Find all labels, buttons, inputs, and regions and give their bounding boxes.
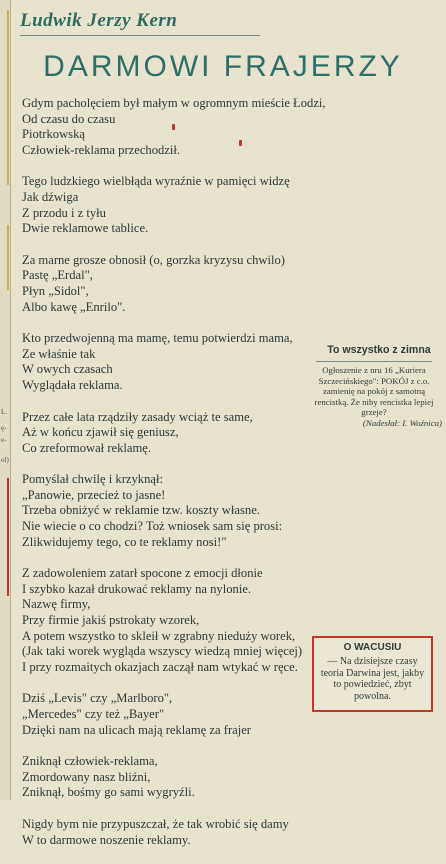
poem-line: W owych czasach bbox=[22, 362, 113, 377]
poem-line: Co zreformował reklamę. bbox=[22, 440, 152, 455]
poem-line: Pastę „Erdal", bbox=[22, 268, 93, 283]
poem-line: W to darmowe noszenie reklamy. bbox=[22, 832, 191, 847]
stanza bbox=[22, 253, 417, 315]
edge-fragment: ol) bbox=[1, 456, 9, 464]
poem-line: Nigdy bym nie przypuszczał, że tak wrobić się damy bbox=[22, 816, 289, 831]
wacus-box bbox=[312, 636, 433, 712]
poem-line: „Panowie, przecież to jasne! bbox=[22, 487, 166, 502]
poem-line: Jak dźwiga bbox=[22, 189, 79, 204]
red-frame-edge bbox=[0, 478, 9, 596]
poem-line: Aż w końcu zjawił się geniusz, bbox=[22, 425, 179, 440]
poem-line: Nazwę firmy, bbox=[22, 597, 91, 612]
divider bbox=[316, 361, 432, 362]
side-note-text: Ogłoszenie z nru 16 „Kuriera Szczecińskiego": POKÓJ z c.o. zamienię na pokój z samotną rencistką. Że niby rencistka lepiej grzeje? bbox=[314, 365, 434, 418]
poem-line: Pomyślał chwilę i krzyknął: bbox=[22, 472, 163, 487]
edge-fragment: e- bbox=[1, 436, 7, 444]
poem-line: Ze właśnie tak bbox=[22, 346, 96, 361]
poem-line: Wyglądała reklama. bbox=[22, 377, 123, 392]
side-note-heading: To wszystko z zimna bbox=[327, 344, 431, 356]
poem-line: Zniknął człowiek-reklama, bbox=[22, 754, 158, 769]
stanza bbox=[22, 96, 417, 158]
poem-line: Za marne grosze obnosił (o, gorzka kryzysu chwilo) bbox=[22, 252, 285, 267]
poem-line: Tego ludzkiego wielbłąda wyraźnie w pamięci widzę bbox=[22, 174, 290, 189]
poem-line: Przy firmie jakiś pstrokaty wzorek, bbox=[22, 613, 200, 628]
stanza bbox=[22, 472, 417, 550]
wacus-text: — Na dzisiejsze czasy teoria Darwina jest, jakby to powiedzieć, zbyt powolna. bbox=[320, 656, 425, 702]
yellow-frame-edge bbox=[0, 225, 9, 290]
edge-fragment: L. bbox=[1, 408, 8, 416]
side-note-source: (Nadesłał: I. Woźnica) bbox=[362, 418, 442, 429]
poem-line: Człowiek-reklama przechodził. bbox=[22, 142, 181, 157]
poem-line: Dzięki nam na ulicach mają reklamę za frajer bbox=[22, 722, 252, 737]
poem-line: Dwie reklamowe tablice. bbox=[22, 221, 149, 236]
poem-line: I szybko kazał drukować reklamy na nylonie. bbox=[22, 581, 252, 596]
poem-line: Trzeba obniżyć w reklamie tzw. koszty własne. bbox=[22, 503, 260, 518]
poem-line: (Jak taki worek wygląda wszyscy wiedzą mniej więcej) bbox=[22, 644, 303, 659]
poem-line: Zniknął, bośmy go sami wygryźli. bbox=[22, 785, 195, 800]
yellow-frame-edge bbox=[0, 10, 9, 185]
poem-line: Nie wiecie o co chodzi? Toż wniosek sam się prosi: bbox=[22, 519, 283, 534]
poem-line: Z przodu i z tyłu bbox=[22, 205, 106, 220]
print-blot bbox=[172, 124, 175, 130]
poem-line: Kto przedwojenną ma mamę, temu potwierdzi mama, bbox=[22, 331, 293, 346]
poem-line: I przy rozmaitych okazjach zaczął nam wtykać w ręce. bbox=[22, 659, 298, 674]
edge-fragment: ę- bbox=[1, 424, 7, 432]
poem-line: A potem wszystko to skleił w zgrabny nieduży worek, bbox=[22, 628, 296, 643]
author-byline: Ludwik Jerzy Kern bbox=[20, 10, 260, 36]
stanza bbox=[22, 174, 417, 236]
print-blot bbox=[239, 140, 242, 146]
poem-line: Przez całe lata rządziły zasady wciąż te same, bbox=[22, 409, 253, 424]
poem-line: Od czasu do czasu bbox=[22, 111, 116, 126]
poem-line: Płyn „Sidol", bbox=[22, 283, 89, 298]
poem-title: DARMOWI FRAJERZY bbox=[43, 50, 403, 83]
poem-line: Zlikwidujemy tego, co te reklamy nosi!" bbox=[22, 534, 227, 549]
stanza bbox=[22, 754, 417, 801]
poem-line: Piotrkowską bbox=[22, 127, 85, 142]
poem-line: „Mercedes" czy też „Bayer" bbox=[22, 707, 165, 721]
wacus-heading: O WACUSIU bbox=[343, 642, 402, 653]
poem-body bbox=[22, 96, 417, 864]
poem-line: Z zadowoleniem zatarł spocone z emocji dłonie bbox=[22, 566, 263, 581]
poem-line: Albo kawę „Enrilo". bbox=[22, 299, 126, 314]
side-note bbox=[306, 345, 442, 429]
poem-line: Dziś „Levis" czy „Marlboro", bbox=[22, 691, 173, 706]
poem-line: Zmordowany nasz bliźni, bbox=[22, 769, 151, 784]
poem-line: Gdym pacholęciem był małym w ogromnym mieście Łodzi, bbox=[22, 96, 326, 110]
stanza bbox=[22, 817, 417, 848]
